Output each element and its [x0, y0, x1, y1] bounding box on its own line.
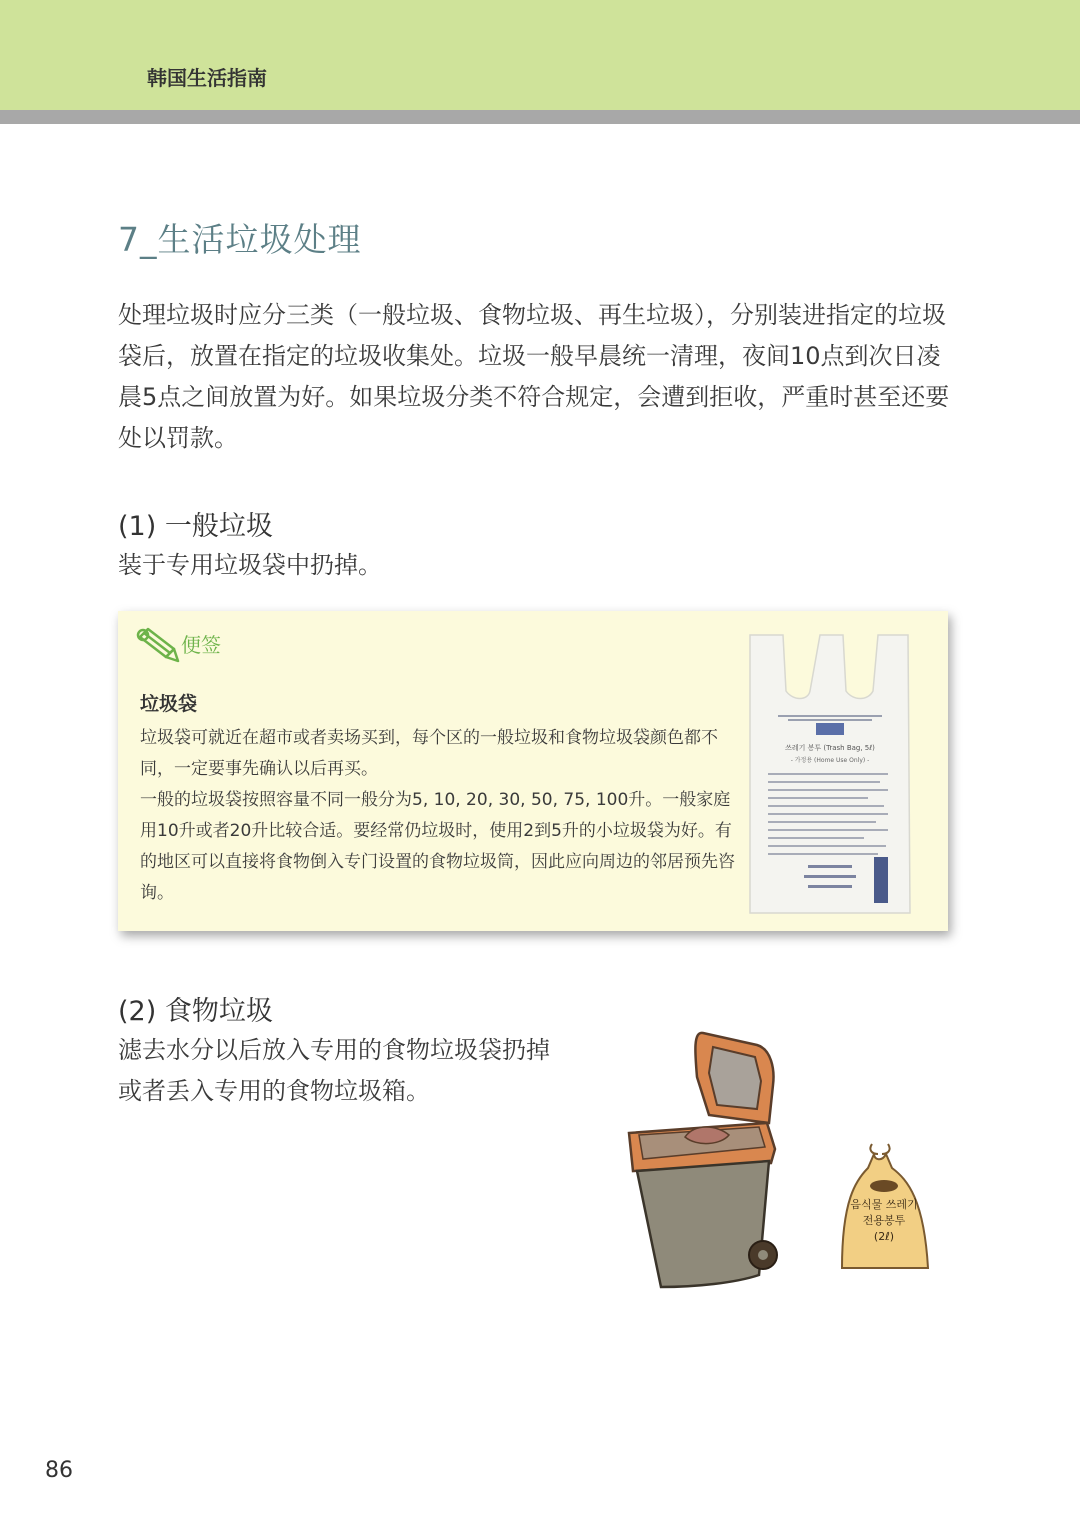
note-body: [140, 723, 735, 909]
food-waste-line: 滤去水分以后放入专用的食物垃圾袋扔掉: [118, 1036, 550, 1064]
note-heading: 垃圾袋: [140, 693, 198, 715]
bag-label: 쓰레기 봉투 (Trash Bag, 5ℓ): [785, 744, 875, 752]
section-title: 7_生活垃圾处理: [118, 220, 362, 259]
food-waste-bag-image: [838, 1140, 933, 1279]
bag-sublabel: - 가정용 (Home Use Only) -: [790, 757, 870, 764]
general-waste-heading: (1) 一般垃圾: [118, 511, 273, 542]
food-waste-line: 或者丢入专用的食物垃圾箱。: [118, 1077, 430, 1105]
header-stripe: [0, 110, 1080, 124]
food-bag-text: (2ℓ): [873, 1230, 895, 1243]
note-label: 便签: [181, 633, 221, 657]
header-title: 韩国生活指南: [147, 66, 267, 90]
note-paragraph: 垃圾袋可就近在超市或者卖场买到，每个区的一般垃圾和食物垃圾袋颜色都不同，一定要事先确认以后再买。: [140, 728, 718, 779]
food-waste-bin-image: [625, 1025, 785, 1299]
food-bag-text: 음식물 쓰레기: [850, 1198, 918, 1211]
note-paragraph: 一般的垃圾袋按照容量不同一般分为5, 10, 20, 30, 50, 75, 100升。一般家庭用10升或者20升比较合适。要经常仍垃圾时，使用2到5升的小垃圾袋为好。有的地区可以直接将食物倒入专门设置的食物垃圾筒，因此应向周边的邻居预先咨询。: [140, 790, 735, 903]
food-bag-text: 전용봉투: [862, 1214, 906, 1227]
trash-bag-image: [748, 631, 913, 920]
pencil-icon: [134, 625, 180, 669]
food-waste-heading: (2) 食物垃圾: [118, 996, 273, 1027]
header-bar: [0, 0, 1080, 110]
section-intro: 处理垃圾时应分三类（一般垃圾、食物垃圾、再生垃圾），分别装进指定的垃圾袋后，放置在指定的垃圾收集处。垃圾一般早晨统一清理，夜间10点到次日凌晨5点之间放置为好。如果垃圾分类不符合规定，会遭到拒收，严重时甚至还要处以罚款。: [118, 301, 950, 452]
note-box: [118, 611, 948, 931]
general-waste-text: 装于专用垃圾袋中扔掉。: [118, 551, 382, 579]
page-number: 86: [45, 1458, 73, 1483]
